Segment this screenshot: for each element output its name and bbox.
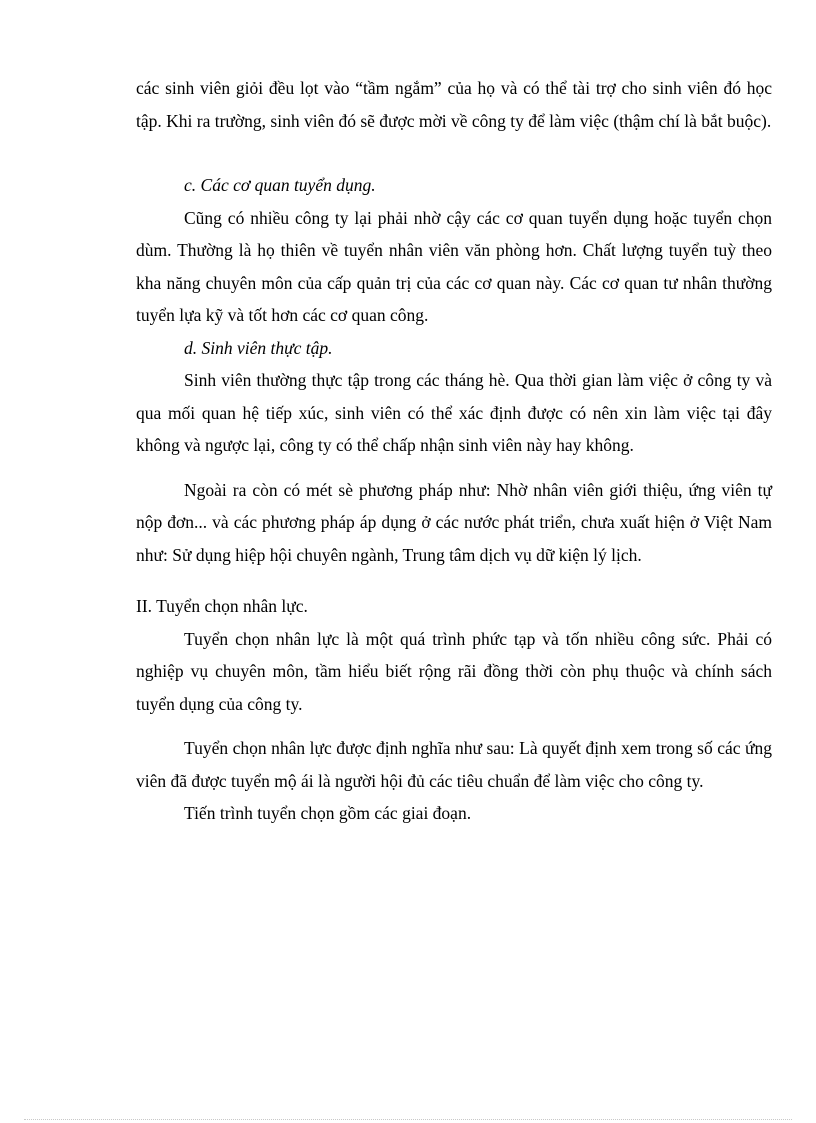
heading-interns: d. Sinh viên thực tập. <box>184 337 333 358</box>
paragraph-selection-intro: Tuyển chọn nhân lực là một quá trình phức tạp và tốn nhiều công sức. Phải có nghiệp vụ chuyên môn, tầm hiểu biết rộng rãi đồng thời còn phụ thuộc và chính sách tuyển dụng của công ty. <box>136 628 772 714</box>
paragraph-scholarship: các sinh viên giỏi đều lọt vào “tầm ngắm” của họ và có thể tài trợ cho sinh viên đó học tập. Khi ra trường, sinh viên đó sẽ được mời về công ty để làm việc (thậm chí là bắt buộc). <box>136 78 772 131</box>
document-page <box>136 72 772 830</box>
page-bottom-rule <box>24 1119 792 1120</box>
paragraph-selection-process: Tiến trình tuyển chọn gồm các giai đoạn. <box>184 803 472 823</box>
paragraph-recruitment-agencies: Cũng có nhiều công ty lại phải nhờ cậy các cơ quan tuyển dụng hoặc tuyển chọn dùm. Thường là họ thiên về tuyển nhân viên văn phòng hơn. Chất lượng tuyển tuỳ theo kha năng chuyên môn của cấp quản trị của các cơ quan này. Các cơ quan tư nhân thường tuyển lựa kỹ và tốt hơn các cơ quan công. <box>136 207 772 325</box>
paragraph-interns: Sinh viên thường thực tập trong các tháng hè. Qua thời gian làm việc ở công ty và qua mối quan hệ tiếp xúc, sinh viên có thể xác định được có nên xin làm việc tại đây không và ngược lại, công ty có thể chấp nhận sinh viên này hay không. <box>136 370 772 455</box>
paragraph-selection-definition: Tuyển chọn nhân lực được định nghĩa như sau: Là quyết định xem trong số các ứng viên đã được tuyển mộ ái là người hội đủ các tiêu chuẩn để làm việc cho công ty. <box>136 738 772 791</box>
paragraph-other-methods: Ngoài ra còn có mét sè phương pháp như: Nhờ nhân viên giới thiệu, ứng viên tự nộp đơn... và các phương pháp áp dụng ở các nước phát triển, chưa xuất hiện ở Việt Nam như: Sử dụng hiệp hội chuyên ngành, Trung tâm dịch vụ dữ kiện lý lịch. <box>136 479 772 565</box>
heading-section-ii: II. Tuyển chọn nhân lực. <box>136 596 308 616</box>
heading-recruitment-agencies: c. Các cơ quan tuyển dụng. <box>184 175 376 195</box>
